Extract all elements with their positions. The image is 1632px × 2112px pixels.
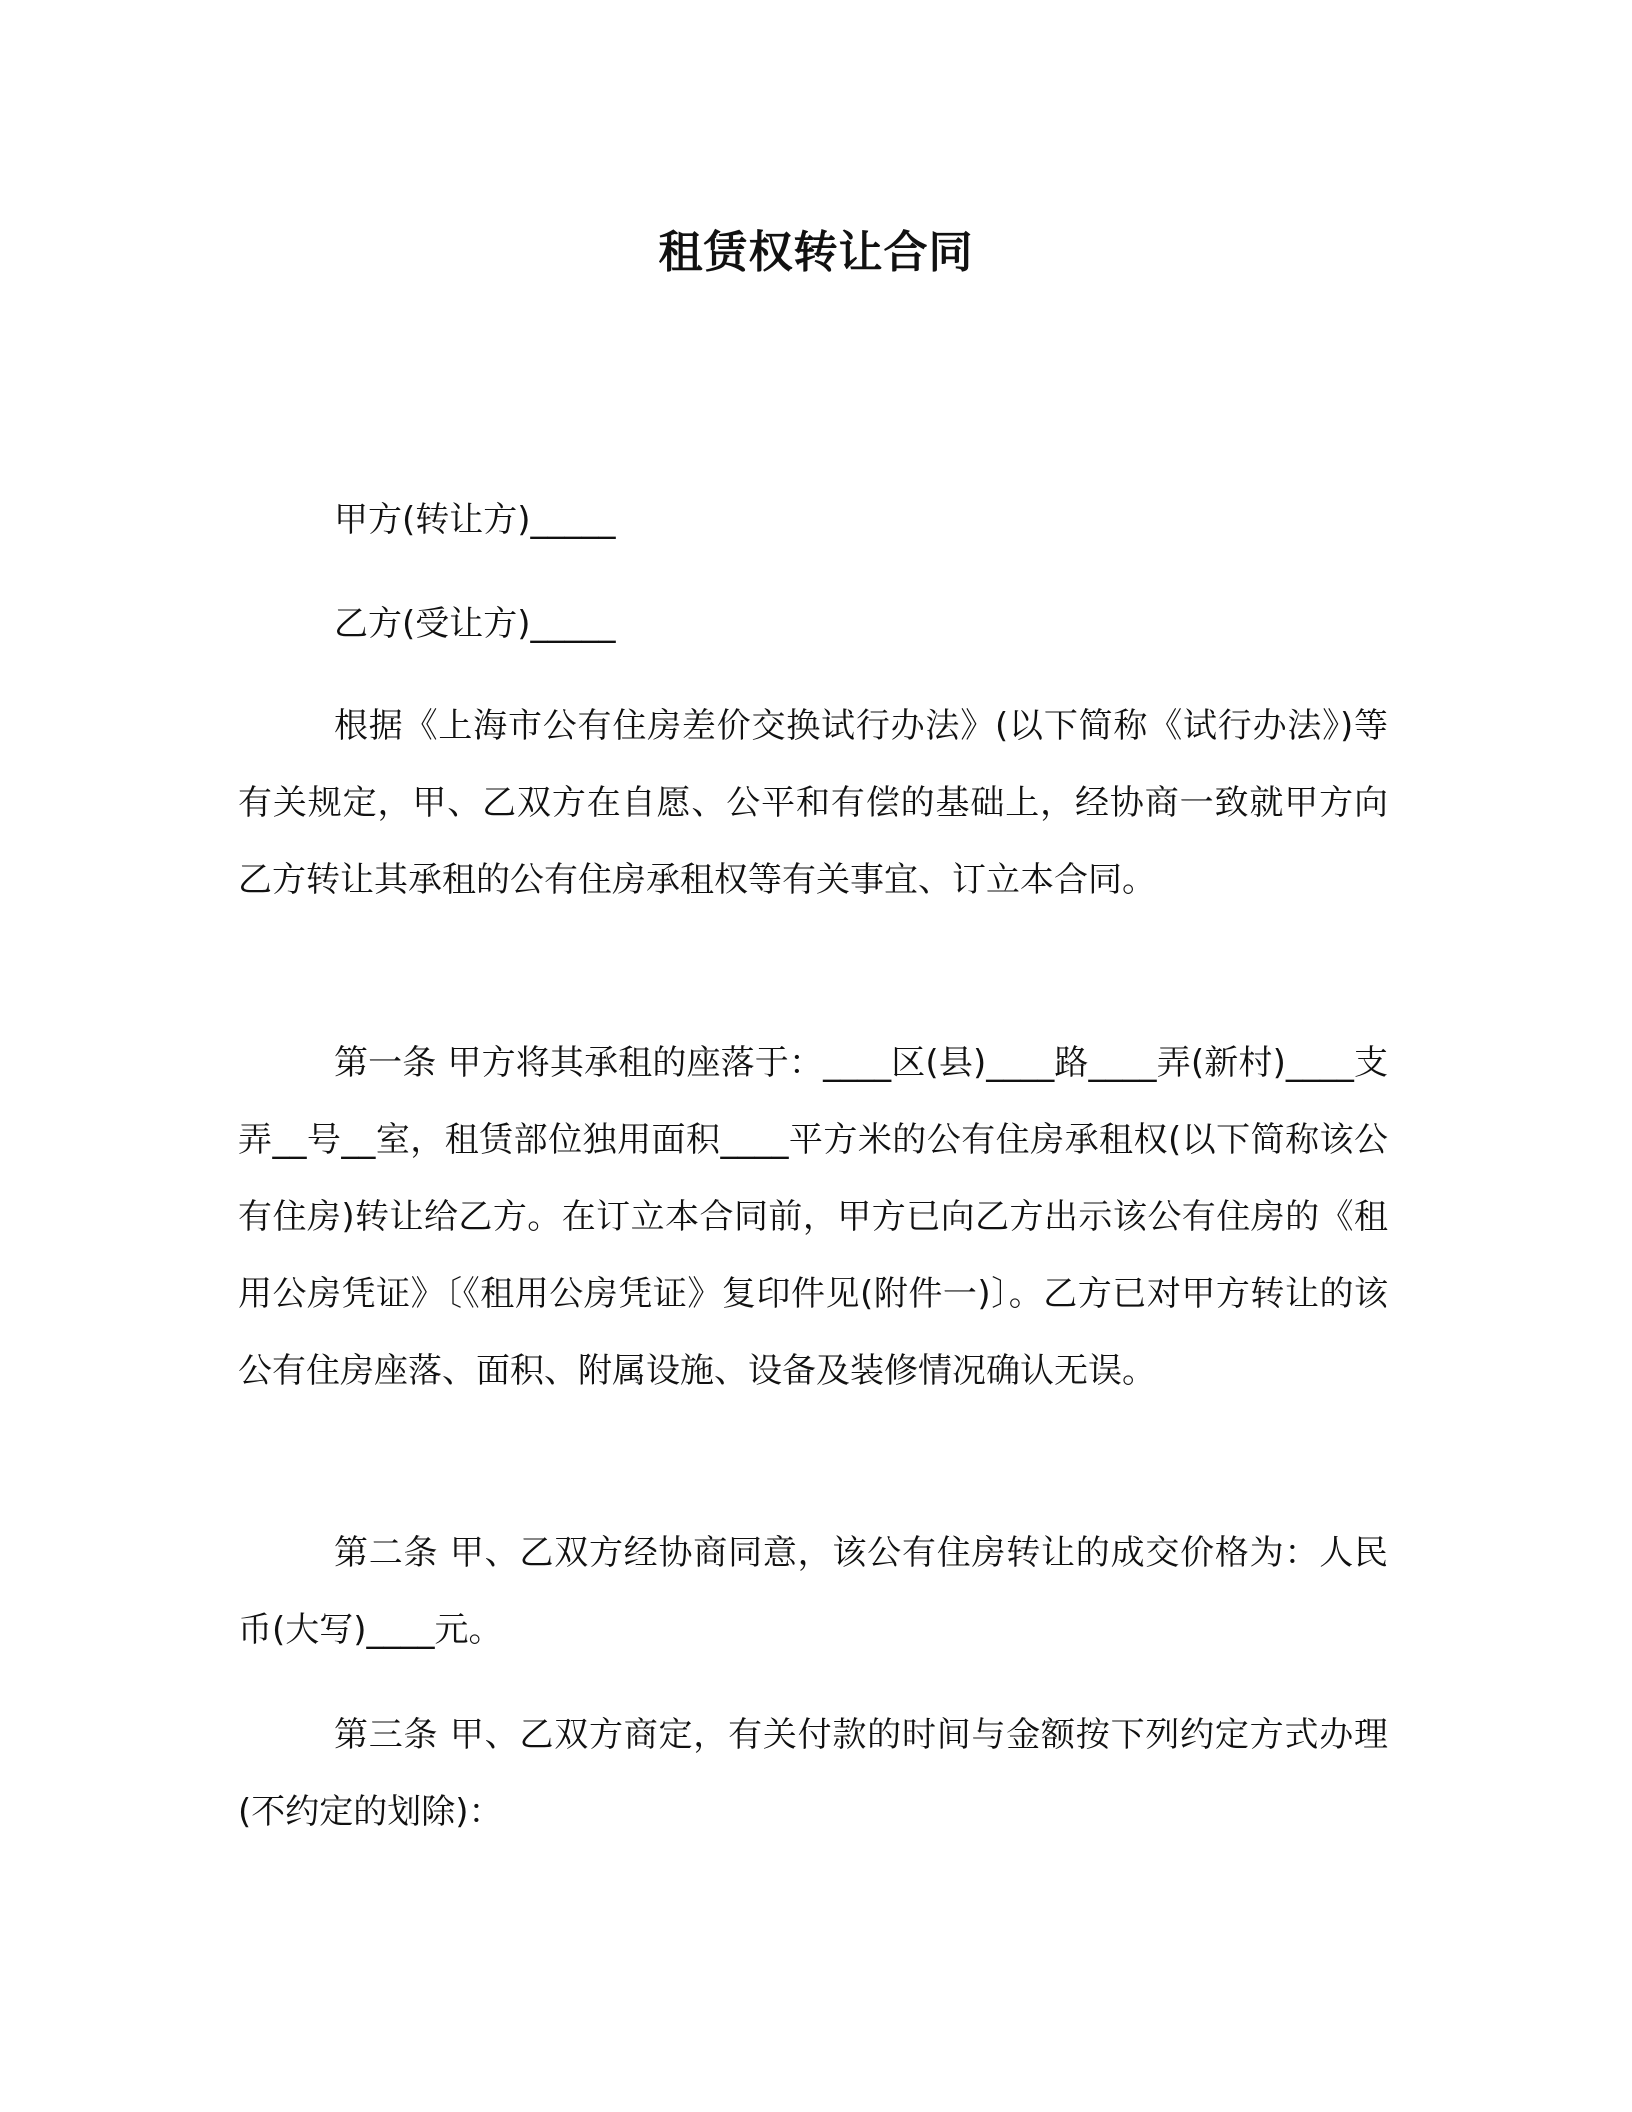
preamble-paragraph: 根据《上海市公有住房差价交换试行办法》(以下简称《试行办法》)等有关规定，甲、乙双方在自愿、公平和有偿的基础上，经协商一致就甲方向乙方转让其承租的公有住房承租权等有关事宜、订立本合同。 xyxy=(238,706,1388,900)
party-b-line: 乙方(受让方)_____ xyxy=(334,604,616,644)
article-2-paragraph: 第二条 甲、乙双方经协商同意，该公有住房转让的成交价格为：人民币(大写)____元。 xyxy=(238,1533,1388,1650)
document-title: 租赁权转让合同 xyxy=(658,227,974,278)
party-a-line: 甲方(转让方)_____ xyxy=(334,500,616,540)
article-3-paragraph: 第三条 甲、乙双方商定，有关付款的时间与金额按下列约定方式办理(不约定的划除)： xyxy=(238,1715,1388,1832)
article-1-paragraph: 第一条 甲方将其承租的座落于：____区(县)____路____弄(新村)____支弄__号__室，租赁部位独用面积____平方米的公有住房承租权(以下简称该公有住房)转让给乙方。在订立本合同前，甲方已向乙方出示该公有住房的《租用公房凭证》〔《租用公房凭证》复印件见(附件一)〕。乙方已对甲方转让的该公有住房座落、面积、附属设施、设备及装修情况确认无误。 xyxy=(238,1043,1388,1391)
